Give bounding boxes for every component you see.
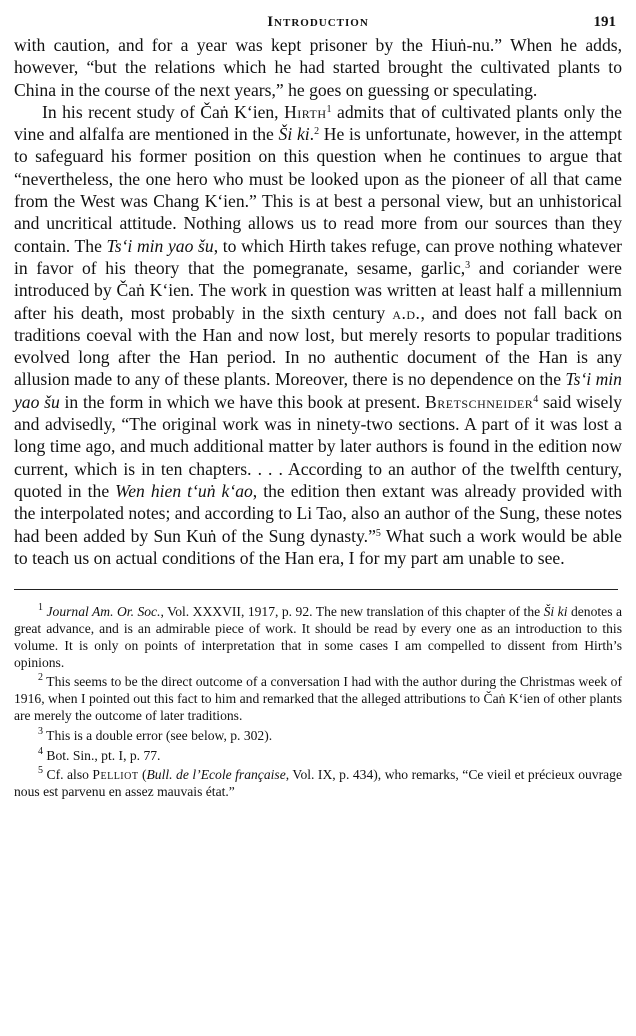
footnote-ref: 1	[326, 103, 332, 115]
text-run: , the edition then extant was already provided with the interpolated notes; and according to Li Tao, also an author of the Sung, these notes had been added by Sun Kuṅ of the Sung dynasty.”	[14, 480, 623, 546]
footnote-divider	[14, 589, 618, 590]
footnote-mark: 5	[38, 765, 43, 777]
title-si-ki: Ši ki	[278, 124, 310, 145]
era-label: a.d.	[392, 302, 421, 323]
author-name-hirth: Hirth	[284, 101, 327, 122]
footnote-ref: 2	[314, 126, 320, 138]
footnote-5	[14, 767, 622, 801]
text-run: , Vol. XXXVII, 1917, p. 92. The new translation of this chapter of the	[160, 604, 544, 620]
text-run: (	[138, 767, 147, 783]
author-name-bretschneider: Bretschneider	[425, 391, 534, 412]
text-run: This seems to be the direct outcome of a conversation I had with the author during the Christmas week of 1916, when I pointed out this fact to him and remarked that the alleged attributions to Čaṅ K‘ien of other plants are merely the outcome of later traditions.	[14, 674, 622, 723]
text-run: He is unfortunate, however, in the attempt to safeguard his former position on this question when he continues to argue that “nevertheless, the one hero who must be looked upon as the pioneer of all that came from the West was Chang K‘ien.” This is at best a personal view, but an unhistorical and uncritical attitude. Nothing allows us to read more from our sources than they contain. The	[14, 124, 623, 256]
footnote-mark: 2	[38, 672, 43, 684]
title-wen-hien-tun-kao: Wen hien t‘uṅ k‘ao	[115, 480, 253, 501]
text-run: This is a double error (see below, p. 302).	[46, 727, 273, 743]
text-run: in the form in which we have this book at present.	[59, 391, 425, 412]
footnotes	[14, 604, 622, 801]
title-tsi-min-yao-su: Ts‘i min yao šu	[14, 369, 622, 412]
footnote-mark: 1	[38, 602, 43, 614]
journal-title: Journal Am. Or. Soc.	[46, 604, 161, 620]
text-run: In his recent study of Čaṅ K‘ien,	[42, 101, 285, 122]
page-number: 191	[593, 14, 616, 30]
footnote-2	[14, 674, 622, 724]
text-run: , to which Hirth takes refuge, can prove nothing whatever in favor of his theory that the pomegranate, sesame, garlic,	[14, 235, 622, 278]
paragraph-1: with caution, and for a year was kept prisoner by the Hiuṅ-nu.” When he adds, however, “but the relations which he had started brought the cultivated plants to China in the course of the next years,” he goes on guessing or speculating.	[14, 35, 622, 100]
footnote-4	[14, 745, 622, 765]
running-title: Introduction	[267, 14, 369, 30]
footnote-ref: 3	[465, 259, 471, 271]
title-tsi-min-yao-su: Ts‘i min yao šu	[106, 235, 214, 256]
footnote-ref: 4	[533, 393, 539, 405]
text-run: Cf. also	[46, 767, 93, 783]
text-run: admits that of cultivated plants only the vine and alfalfa are mentioned in the	[14, 101, 622, 145]
paragraph-2	[14, 101, 622, 569]
footnote-ref: 5	[375, 527, 381, 539]
title-si-ki: Ši ki	[543, 604, 568, 620]
text-run: and coriander were introduced by Čaṅ K‘ien. The work in question was written at least half a millennium after his death, most probably in the sixth century	[14, 257, 622, 323]
main-text	[14, 34, 622, 569]
running-head	[14, 10, 622, 34]
footnote-mark: 3	[38, 725, 43, 737]
footnote-1	[14, 604, 622, 671]
text-run: denotes a great advance, and is an admirable piece of work. It should be read by every one as an introduction to this volume. It is only on points of interpretation that in some cases I am compelled to dissent from Hirth’s opinions.	[14, 604, 622, 670]
text-run: , Vol. IX, p. 434), who remarks, “Ce vieil et précieux ouvrage nous est parvenu en assez mauvais état.”	[14, 767, 622, 800]
text-run: , and does not fall back on traditions coeval with the Han and now lost, but merely resorts to popular traditions evolved long after the Han period. In no authentic document of the Han is any allusion made to any of these plants. Moreover, there is no dependence on the	[14, 302, 622, 390]
author-name-pelliot: Pelliot	[92, 767, 139, 783]
text-run: What such a work would be able to teach us on actual conditions of the Han era, I for my part am unable to see.	[14, 525, 622, 568]
text-run: Bot. Sin., pt. I, p. 77.	[46, 747, 161, 763]
footnote-mark: 4	[38, 745, 43, 757]
journal-title: Bull. de l’Ecole française	[146, 767, 286, 783]
text-run: said wisely and advisedly, “The original work was in ninety-two sections. A part of it was lost a long time ago, and much additional matter by later authors is found in the edition now current, which is in ten chapters. . . . According to an author of the twelfth century, quoted in the	[14, 391, 623, 501]
footnote-3	[14, 725, 622, 745]
text-run: .	[309, 124, 315, 145]
